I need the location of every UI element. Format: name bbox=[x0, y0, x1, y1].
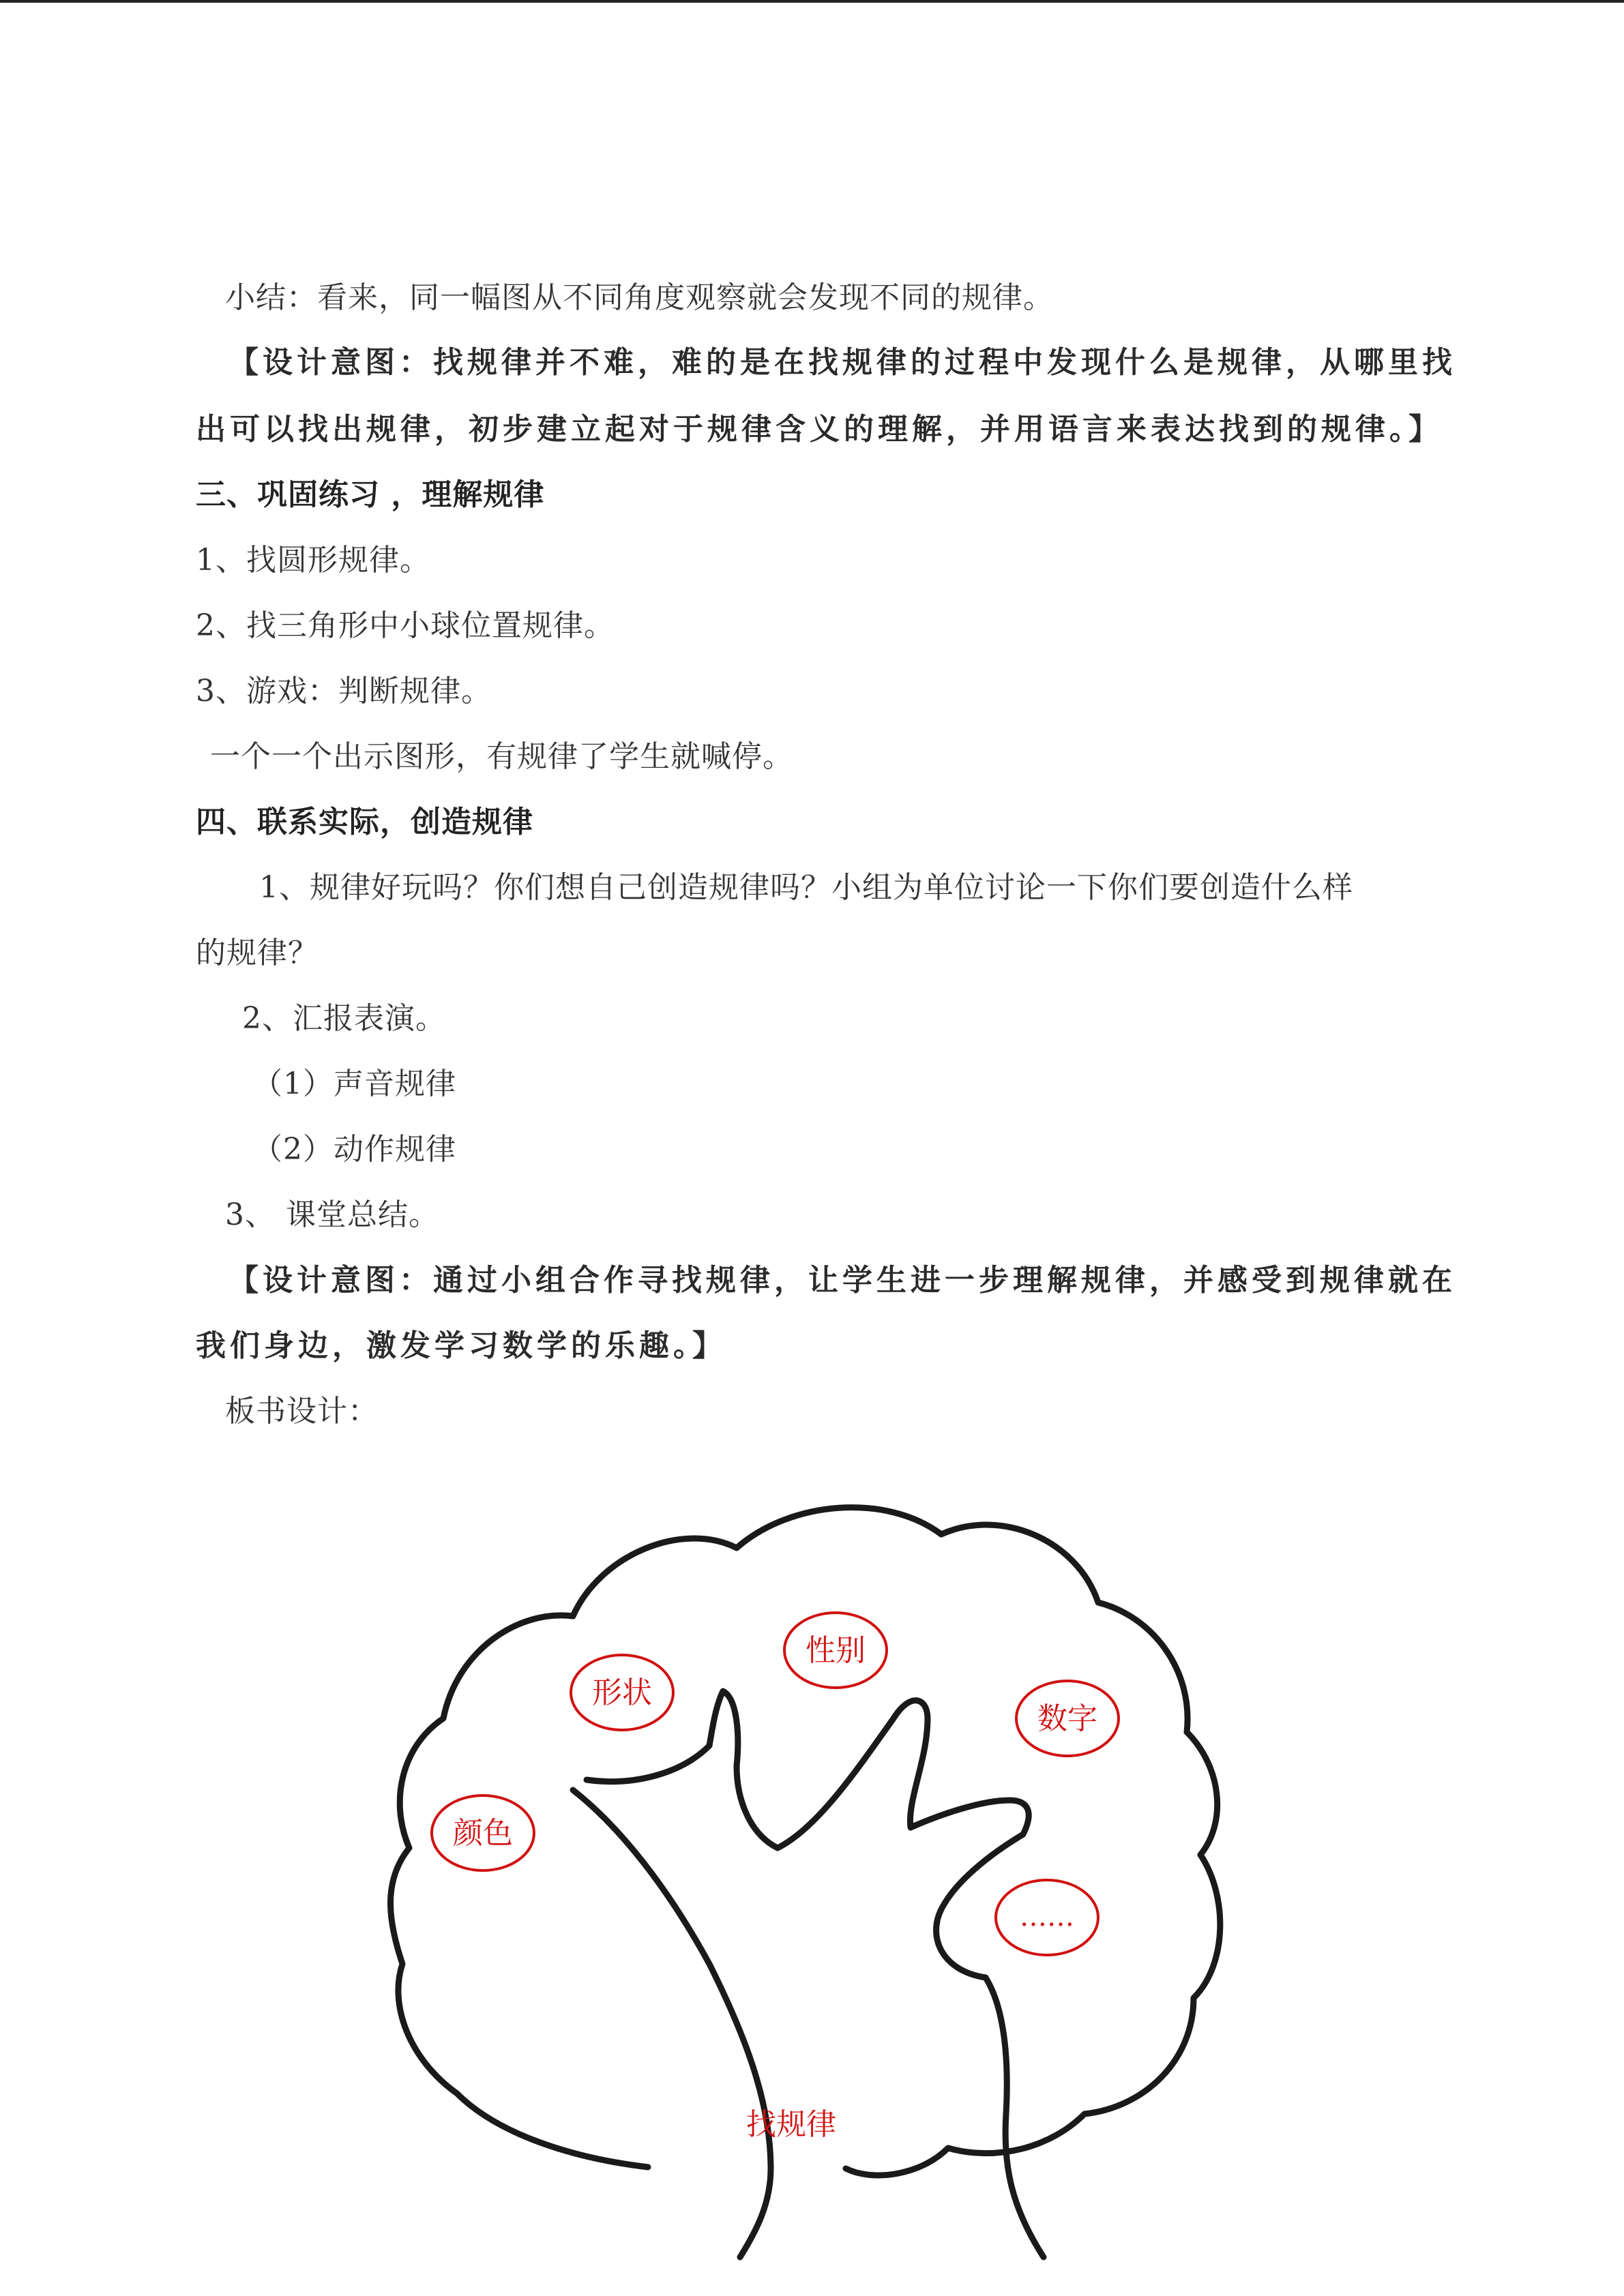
page-top-border bbox=[0, 0, 1624, 3]
section-4-heading: 四、联系实际，创造规律 bbox=[196, 805, 533, 839]
trunk-label: 找规律 bbox=[746, 2107, 836, 2142]
list-item-2: 2、找三角形中小球位置规律。 bbox=[196, 608, 615, 643]
board-design-label: 板书设计： bbox=[225, 1394, 379, 1429]
s4-item-2: 2、汇报表演。 bbox=[242, 1001, 446, 1036]
bubble-shape-label: 形状 bbox=[592, 1675, 652, 1710]
s4-sub-1: （1）声音规律 bbox=[252, 1067, 456, 1101]
design-intent-2-line1: 【设计意图：通过小组合作寻找规律，让学生进一步理解规律，并感受到规律就在 bbox=[228, 1263, 1456, 1298]
tree-trunk-left bbox=[573, 1790, 771, 2257]
game-description: 一个一个出示图形，有规律了学生就喊停。 bbox=[210, 739, 793, 774]
bubble-number-label: 数字 bbox=[1037, 1701, 1097, 1736]
s4-item-1-line1: 1、规律好玩吗？你们想自己创造规律吗？小组为单位讨论一下你们要创造什么样 bbox=[259, 870, 1353, 905]
tree-trunk-right bbox=[986, 1978, 1044, 2257]
bubble-gender-label: 性别 bbox=[806, 1633, 866, 1668]
tree-diagram bbox=[327, 1446, 1296, 2264]
tree-branches bbox=[587, 1691, 1029, 1978]
bubble-more-label: …… bbox=[1020, 1901, 1074, 1933]
summary-text: 小结：看来，同一幅图从不同角度观察就会发现不同的规律。 bbox=[225, 280, 1054, 315]
tree-crown-outline bbox=[391, 1508, 1220, 2175]
bubble-color-label: 颜色 bbox=[453, 1816, 513, 1851]
list-item-1: 1、找圆形规律。 bbox=[196, 543, 430, 578]
s4-item-1-line2: 的规律？ bbox=[196, 936, 319, 970]
design-intent-1-line2: 出可以找出规律，初步建立起对于规律含义的理解，并用语言来表达找到的规律。】 bbox=[196, 412, 1443, 447]
list-item-3: 3、游戏：判断规律。 bbox=[196, 674, 492, 709]
design-intent-2-line2: 我们身边，激发学习数学的乐趣。】 bbox=[196, 1328, 726, 1363]
design-intent-1-line1: 【设计意图：找规律并不难，难的是在找规律的过程中发现什么是规律，从哪里找 bbox=[228, 345, 1456, 380]
s4-item-3: 3、 课堂总结。 bbox=[225, 1197, 439, 1232]
section-3-heading: 三、巩固练习 ，理解规律 bbox=[196, 477, 545, 512]
s4-sub-2: （2）动作规律 bbox=[252, 1132, 456, 1167]
tree-labels bbox=[432, 1613, 1119, 2142]
